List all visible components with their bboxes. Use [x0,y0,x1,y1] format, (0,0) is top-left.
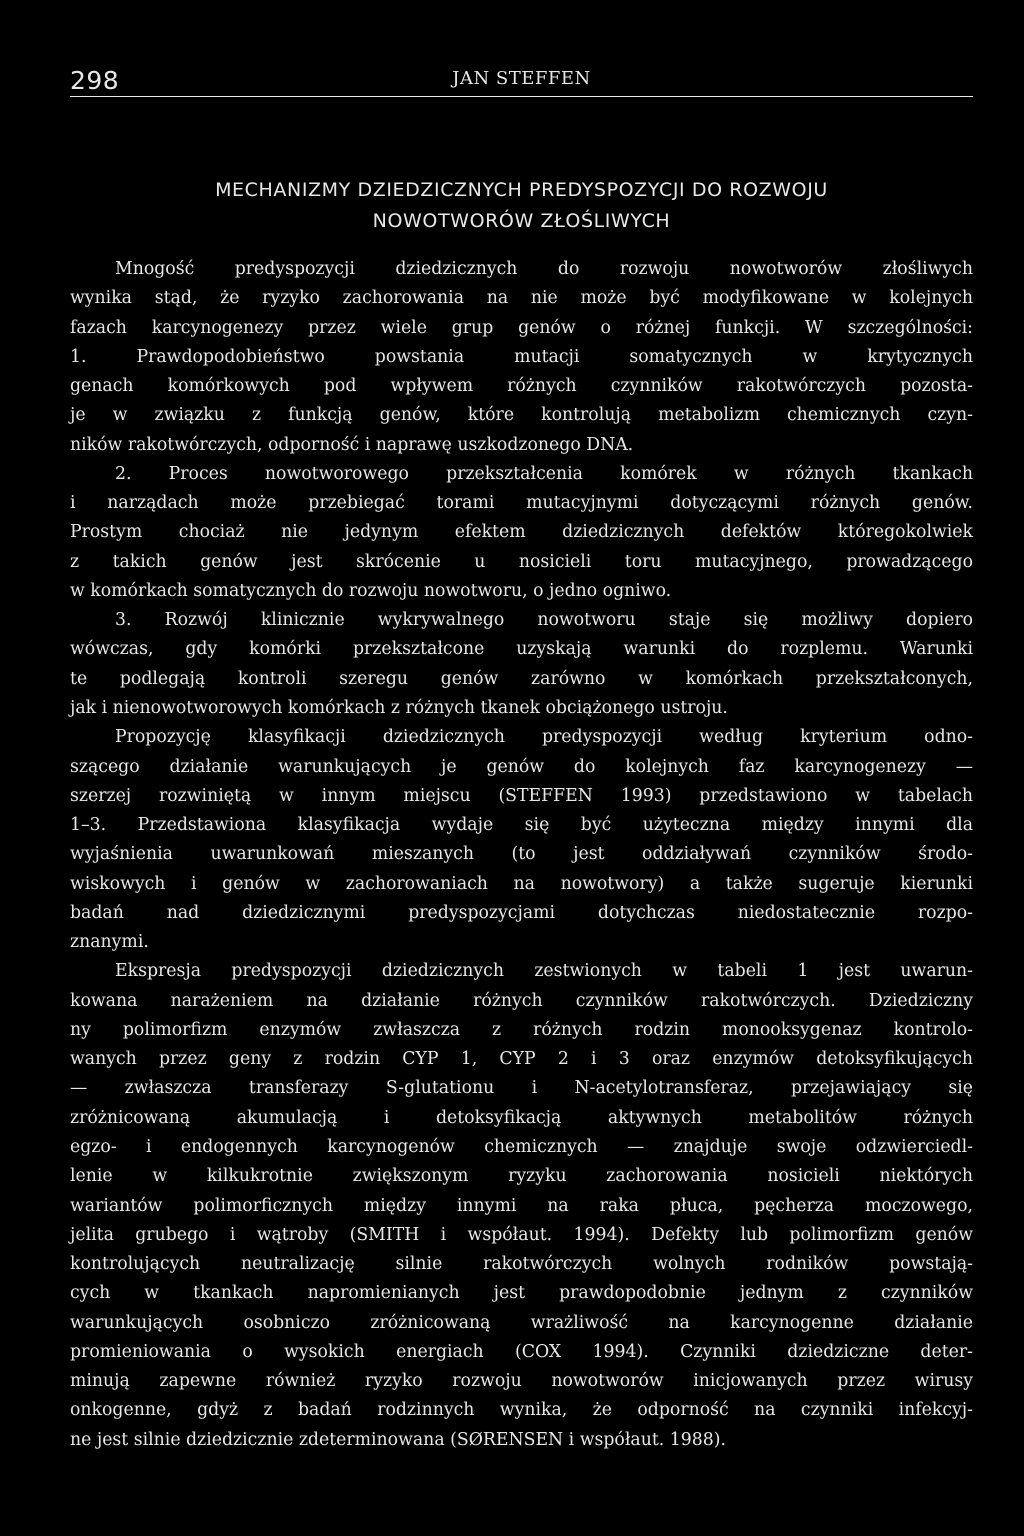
text-line: 3. Rozwój klinicznie wykrywalnego nowotworu staje się możliwy dopiero [115,610,973,631]
text-line: 1. Prawdopodobieństwo powstania mutacji somatycznych w krytycznych [70,346,973,367]
section-heading-line: NOWOTWORÓW ZŁOŚLIWYCH [372,210,671,232]
text-line: Ekspresja predyspozycji dziedzicznych zestwionych w tabeli 1 jest uwarun- [115,961,973,982]
text-line: wariantów polimorficznych między innymi na raka płuca, pęcherza moczowego, [70,1195,973,1216]
text-line: zróżnicowaną akumulacją i detoksyfikacją aktywnych metabolitów różnych [70,1107,973,1128]
text-line: i narządach może przebiegać torami mutacyjnymi dotyczącymi różnych genów. [70,493,973,514]
text-line: Propozycję klasyfikacji dziedzicznych predyspozycji według kryterium odno- [115,727,973,748]
text-line: minują zapewne również ryzyko rozwoju nowotworów inicjowanych przez wirusy [70,1371,973,1392]
body-text [70,255,973,1455]
text-line: 2. Proces nowotworowego przekształcenia komórek w różnych tkankach [115,463,973,484]
text-line: badań nad dziedzicznymi predyspozycjami dotychczas niedostatecznie rozpo- [70,902,973,923]
text-line: onkogenne, gdyż z badań rodzinnych wynika, że odporność na czynniki infekcyj- [70,1400,973,1421]
text-line: wiskowych i genów w zachorowaniach na nowotwory) a także sugeruje kierunki [70,873,973,894]
text-line: je w związku z funkcją genów, które kontrolują metabolizm chemicznych czyn- [70,405,973,426]
text-line: z takich genów jest skrócenie u nosicieli toru mutacyjnego, prowadzącego [70,551,973,572]
text-line: wynika stąd, że ryzyko zachorowania na nie może być modyfikowane w kolejnych [70,288,973,309]
text-line: wanych przez geny z rodzin CYP 1, CYP 2 i 3 oraz enzymów detoksyfikujących [70,1049,973,1070]
text-line: promieniowania o wysokich energiach (COX 1994). Czynniki dziedziczne deter- [70,1341,973,1362]
text-line: ny polimorfizm enzymów zwłaszcza z różnych rodzin monooksygenaz kontrolo- [70,1019,973,1040]
text-line: jak i nienowotworowych komórkach z różnych tkanek obciążonego ustroju. [70,697,728,718]
text-line: jelita grubego i wątroby (SMITH i współaut. 1994). Defekty lub polimorfizm genów [70,1224,973,1245]
text-line: — zwłaszcza transferazy S-glutationu i N-acetylotransferaz, przejawiający się [70,1078,973,1099]
text-line: warunkujących osobniczo zróżnicowaną wrażliwość na karcynogenne działanie [70,1312,973,1333]
text-line: kowana narażeniem na działanie różnych czynników rakotwórczych. Dziedziczny [70,990,973,1011]
section-heading [70,175,973,237]
text-line: cych w tkankach napromienianych jest prawdopodobnie jednym z czynników [70,1283,973,1304]
page-number: 298 [70,66,120,95]
text-line: egzo- i endogennych karcynogenów chemicznych — znajduje swoje odzwierciedl- [70,1136,973,1157]
text-line: Prostym chociaż nie jedynym efektem dziedzicznych defektów któregokolwiek [70,522,973,543]
text-line: w komórkach somatycznych do rozwoju nowotworu, o jedno ogniwo. [70,580,672,601]
text-line: fazach karcynogenezy przez wiele grup genów o różnej funkcji. W szczególności: [70,317,973,338]
text-line: znanymi. [70,932,149,953]
text-line: genach komórkowych pod wpływem różnych czynników rakotwórczych pozosta- [70,376,973,397]
text-line: wyjaśnienia uwarunkowań mieszanych (to jest oddziaływań czynników środo- [70,844,973,865]
text-line: ne jest silnie dziedzicznie zdeterminowana (SØRENSEN i współaut. 1988). [70,1429,727,1450]
text-line: wówczas, gdy komórki przekształcone uzyskają warunki do rozplemu. Warunki [70,639,973,660]
text-line: lenie w kilkukrotnie zwiększonym ryzyku zachorowania nosicieli niektórych [70,1166,973,1187]
text-line: szącego działanie warunkujących je genów do kolejnych faz karcynogenezy — [70,756,973,777]
running-head: JAN STEFFEN [452,68,591,89]
text-line: 1–3. Przedstawiona klasyfikacja wydaje się być użyteczna między innymi dla [70,815,973,836]
section-heading-line: MECHANIZMY DZIEDZICZNYCH PREDYSPOZYCJI DO ROZWOJU [215,179,828,201]
page-header [70,62,973,97]
text-line: Mnogość predyspozycji dziedzicznych do rozwoju nowotworów złośliwych [115,259,973,279]
text-line: kontrolujących neutralizację silnie rakotwórczych wolnych rodników powstają- [70,1254,973,1275]
text-line: ników rakotwórczych, odporność i naprawę uszkodzonego DNA. [70,434,634,455]
text-line: te podlegają kontroli szeregu genów zarówno w komórkach przekształconych, [70,668,973,689]
text-line: szerzej rozwiniętą w innym miejscu (STEFFEN 1993) przedstawiono w tabelach [70,785,973,806]
